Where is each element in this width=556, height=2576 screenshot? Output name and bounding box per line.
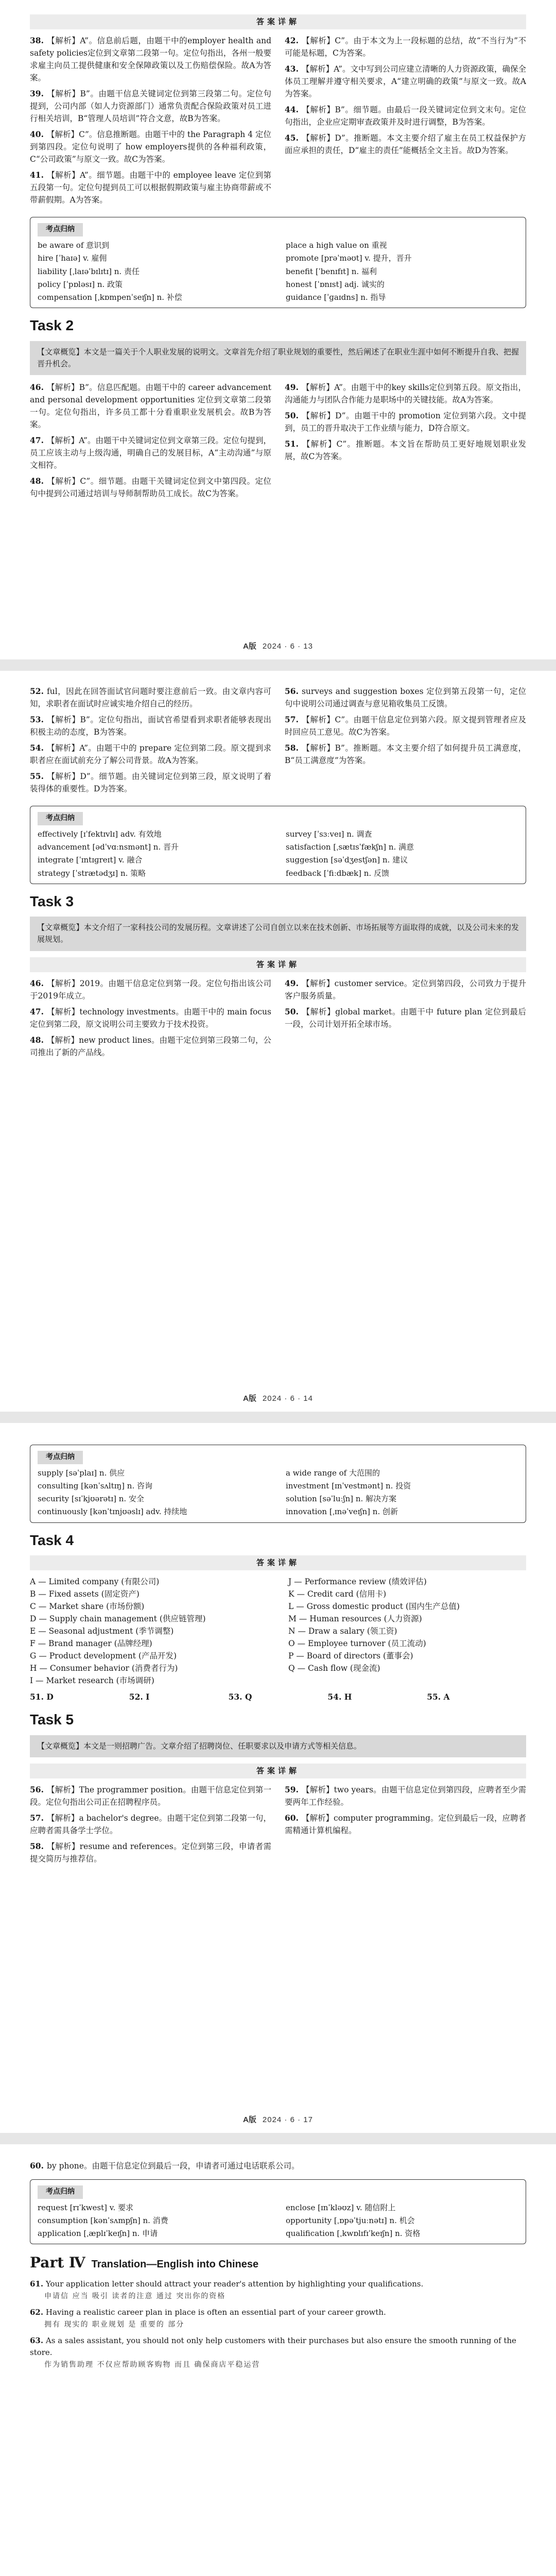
answer-item: 46. 【解析】2019。由题干信息定位到第一段。定位句指出该公司于2019年成立。: [30, 978, 271, 1001]
answer-item: 50. 【解析】global market。由题干中 future plan 定位到最后一段，公司计划开拓全球市场。: [285, 1006, 526, 1029]
answer-item: 53. 【解析】B”。定位句指出，面试官希望看到求职者能够表现出积极主动的态度，B为答案。: [30, 715, 271, 737]
vocab-item: advancement [ədˈvɑːnsmənt] n. 晋升: [38, 842, 179, 852]
option-item: A — Limited company (有限公司): [30, 1577, 160, 1587]
answer-header: 答案详解: [30, 1555, 526, 1570]
vocab-item: be aware of 意识到: [38, 241, 110, 250]
page-footer: A版 2024 · 6 · 17: [243, 2115, 313, 2124]
option-item: J — Performance review (绩效评估): [288, 1577, 427, 1587]
vocab-box: [30, 806, 526, 884]
option-item: N — Draw a salary (领工资): [288, 1626, 397, 1636]
answer-item: 60. by phone。由题干信息定位到最后一段，申请者可通过电话联系公司。: [30, 2161, 300, 2171]
vocab-item: promote [prəˈməʊt] v. 提升，晋升: [286, 253, 412, 263]
answer-item: 44. 【解析】B”。细节题。由最后一段关键词定位到文末句。定位句指出，企业应定期审查政策并及时进行调整，B为答案。: [285, 105, 526, 127]
answer-key: 51. D: [30, 1692, 54, 1702]
answer-item: 57. 【解析】a bachelor's degree。由题干定位到第二段第一句，应聘者需具备学士学位。: [30, 1813, 271, 1836]
vocab-item: investment [ɪnˈvestmənt] n. 投资: [286, 1481, 411, 1490]
page-footer: A版 2024 · 6 · 13: [243, 641, 313, 651]
answer-item: 49. 【解析】customer service。定位到第四段，公司致力于提升客户服务质量。: [285, 978, 526, 1001]
task-title: Task 2: [30, 317, 74, 334]
vocab-item: suggestion [səˈdʒestʃən] n. 建议: [286, 855, 408, 865]
answer-item: 59. 【解析】two years。由题干信息定位到第四段，应聘者至少需要两年工作经验。: [285, 1785, 526, 1807]
vocab-item: satisfaction [ˌsætɪsˈfækʃn] n. 满意: [286, 842, 414, 852]
answer-item: 43. 【解析】A”。文中写到公司应建立清晰的人力资源政策，确保全体员工理解并遵守相关要求，A“建立明确的政策”与原文一致。故A为答案。: [285, 64, 526, 99]
page-2: [0, 671, 556, 1412]
option-item: F — Brand manager (品牌经理): [30, 1639, 152, 1649]
option-item: O — Employee turnover (员工流动): [288, 1639, 426, 1649]
vocab-item: innovation [ˌɪnəˈveɪʃn] n. 创新: [286, 1507, 398, 1517]
page-gap: [0, 1412, 556, 1423]
answer-item: 58. 【解析】B”。推断题。本文主要介绍了如何提升员工满意度，B“员工满意度”为答案。: [285, 743, 526, 766]
answer-item: 48. 【解析】new product lines。由题干定位到第三段第二句，公司推出了新的产品线。: [30, 1035, 271, 1058]
vocab-box: [30, 1445, 526, 1523]
option-item: L — Gross domestic product (国内生产总值): [288, 1602, 460, 1612]
translation-item: 62. Having a realistic career plan in place is often an essential part of your career growth. 拥有 现实的 职业规划 是 重要的 部分: [30, 2307, 386, 2329]
answer-item: 49. 【解析】A”。由题干中的key skills定位到第五段。原文指出，沟通能力与团队合作能力是职场中的关键技能。故A为答案。: [285, 382, 526, 405]
option-list: [30, 1575, 526, 1687]
answer-item: 56. surveys and suggestion boxes 定位到第五段第一句，定位句中说明公司通过调查与意见箱收集员工反馈。: [285, 686, 526, 709]
answer-item: 46. 【解析】B”。信息匹配题。由题干中的 career advancement and personal development opportunities 定位到文章第二段第一句。定位句指出，许多员工都十分看重职业发展机会。故B为答案。: [30, 382, 271, 430]
option-item: G — Product development (产品开发): [30, 1651, 177, 1661]
answer-item: 55. 【解析】D”。细节题。由关键词定位到第三段，原文说明了着装得体的重要性。D为答案。: [30, 771, 271, 794]
vocab-tab: 考点归纳: [38, 2185, 83, 2199]
vocab-item: supply [səˈplaɪ] n. 供应: [38, 1468, 125, 1478]
page-footer: A版 2024 · 6 · 14: [243, 1394, 313, 1403]
vocab-item: consumption [kənˈsʌmpʃn] n. 消费: [38, 2215, 168, 2225]
vocab-item: enclose [ɪnˈkləʊz] v. 随信附上: [286, 2202, 396, 2212]
answer-header: 答案详解: [30, 14, 526, 29]
vocab-item: qualification [ˌkwɒlɪfɪˈkeɪʃn] n. 资格: [286, 2229, 421, 2239]
answer-item: 60. 【解析】computer programming。定位到最后一段，应聘者需精通计算机编程。: [285, 1813, 526, 1836]
vocab-item: feedback [ˈfiːdbæk] n. 反馈: [286, 868, 389, 878]
answer-item: 57. 【解析】C”。由题干信息定位到第六段。原文提到管理者应及时回应员工意见。故C为答案。: [285, 715, 526, 737]
vocab-tab: 考点归纳: [38, 1451, 83, 1464]
vocab-item: strategy [ˈstrætədʒɪ] n. 策略: [38, 868, 146, 878]
answer-column-right: [285, 35, 526, 210]
page-gap: [0, 659, 556, 671]
answer-item: 47. 【解析】technology investments。由题干中的 main focus 定位到第二段，原文说明公司主要致力于技术投资。: [30, 1006, 271, 1029]
answer-header: 答案详解: [30, 1764, 526, 1778]
vocab-box: [30, 217, 526, 308]
answer-item: 54. 【解析】A”。由题干中的 prepare 定位到第二段。原文提到求职者应在面试前充分了解公司背景。故A为答案。: [30, 743, 271, 766]
article-summary: 【文章概览】本文介绍了一家科技公司的发展历程。文章讲述了公司自创立以来在技术创新、市场拓展等方面取得的成就，以及公司未来的发展规划。: [30, 917, 526, 951]
answer-item: 41. 【解析】A”。细节题。由题干中的 employee leave 定位到第五段第一句。定位句提到员工可以根据假期政策与雇主协商带薪或不带薪假期。A为答案。: [30, 170, 271, 205]
vocab-tab: 考点归纳: [38, 812, 83, 825]
vocab-item: continuously [kənˈtɪnjʊəslɪ] adv. 持续地: [38, 1507, 187, 1517]
answer-key: 54. H: [327, 1692, 352, 1702]
answer-item: 40. 【解析】C”。信息推断题。由题干中的 the Paragraph 4 定位到第四段。定位句说明了 how employers提供的各种福利政策，C“公司政策”与原文一致。故C为答案。: [30, 129, 271, 164]
vocab-item: compensation [ˌkɒmpenˈseɪʃn] n. 补偿: [38, 293, 182, 302]
option-item: B — Fixed assets (固定资产): [30, 1589, 140, 1599]
answer-key: 53. Q: [228, 1692, 252, 1702]
vocab-item: opportunity [ˌɒpəˈtjuːnətɪ] n. 机会: [286, 2215, 415, 2225]
answer-item: 58. 【解析】resume and references。定位到第三段，申请者需提交简历与推荐信。: [30, 1841, 271, 1864]
answer-item: 42. 【解析】C”。由于本文为上一段标题的总结，故“不当行为”不可能是标题，C为答案。: [285, 36, 526, 58]
vocab-item: benefit [ˈbenɪfɪt] n. 福利: [286, 266, 377, 276]
answer-column-left: [30, 35, 271, 210]
part-heading: Part Ⅳ Translation—English into Chinese: [30, 2254, 259, 2272]
answer-item: 52. ful，因此在回答面试官问题时要注意前后一致。由文章内容可知，求职者在面试时应诚实地介绍自己的经历。: [30, 686, 271, 709]
answer-item: 39. 【解析】B”。由题干信息关键词定位到第三段第二句。定位句提到，公司内部（如人力资源部门）通常负责配合保险政策对员工进行相关培训，B“管理人员培训”符合文意，故B为答案。: [30, 89, 271, 124]
vocab-item: place a high value on 重视: [286, 241, 387, 250]
vocab-item: guidance [ˈɡaɪdns] n. 指导: [286, 293, 386, 302]
vocab-box: [30, 2179, 526, 2244]
answer-item: 47. 【解析】A”。由题干中关键词定位到文章第三段。定位句提到，员工应该主动与上级沟通，明确自己的发展目标，A“主动沟通”与原文相符。: [30, 435, 271, 470]
answer-item: 45. 【解析】D”。推断题。本文主要介绍了雇主在员工权益保护方面应承担的责任，D“雇主的责任”能概括全文主旨。故D为答案。: [285, 133, 526, 156]
task-title: Task 4: [30, 1532, 74, 1548]
article-summary: 【文章概览】本文是一则招聘广告。文章介绍了招聘岗位、任职要求以及申请方式等相关信息。: [30, 1735, 526, 1757]
option-item: E — Seasonal adjustment (季节调整): [30, 1626, 174, 1636]
answer-key: 52. I: [129, 1692, 150, 1702]
vocab-item: application [ˌæplɪˈkeɪʃn] n. 申请: [38, 2229, 158, 2239]
vocab-item: security [sɪˈkjʊərətɪ] n. 安全: [38, 1494, 144, 1504]
vocab-item: integrate [ˈɪntɪɡreɪt] v. 融合: [38, 855, 143, 865]
option-item: P — Board of directors (董事会): [288, 1651, 413, 1661]
option-item: K — Credit card (信用卡): [288, 1589, 387, 1599]
option-item: H — Consumer behavior (消费者行为): [30, 1664, 178, 1673]
answer-item: 50. 【解析】D”。由题干中的 promotion 定位到第六段。文中提到，员工的晋升取决于工作业绩与能力，D符合原文。: [285, 411, 526, 433]
task-title: Task 5: [30, 1711, 74, 1728]
answer-header: 答案详解: [30, 957, 526, 972]
page-4: [0, 2144, 556, 2576]
vocab-item: consulting [kənˈsʌltɪŋ] n. 咨询: [38, 1481, 152, 1490]
vocab-tab: 考点归纳: [38, 223, 83, 236]
page-1: [0, 0, 556, 659]
vocab-item: survey [ˈsɜːveɪ] n. 调查: [286, 829, 372, 839]
page-gap: [0, 2133, 556, 2144]
vocab-item: honest [ˈɒnɪst] adj. 诚实的: [286, 279, 385, 289]
option-item: M — Human resources (人力资源): [288, 1614, 422, 1624]
page-3: [0, 1423, 556, 2133]
answer-key-row: [30, 1691, 526, 1703]
vocab-item: policy [ˈpɒləsɪ] n. 政策: [38, 279, 123, 289]
vocab-item: a wide range of 大范围的: [286, 1468, 380, 1478]
option-item: Q — Cash flow (现金流): [288, 1664, 380, 1673]
vocab-item: liability [ˌlaɪəˈbɪlɪtɪ] n. 责任: [38, 266, 140, 276]
translation-item: 63. As a sales assistant, you should not only help customers with their purchases but also ensure the smooth running of the store. 作为销售助理 不仅应帮助顾客购物 而且 确保商店平稳运营: [30, 2335, 516, 2369]
vocab-item: effectively [ɪˈfektɪvlɪ] adv. 有效地: [38, 829, 162, 839]
option-item: I — Market research (市场调研): [30, 1676, 154, 1686]
vocab-item: hire [ˈhaɪə] v. 雇佣: [38, 253, 107, 263]
article-summary: 【文章概览】本文是一篇关于个人职业发展的说明文。文章首先介绍了职业规划的重要性，然后阐述了在职业生涯中如何不断提升自我、把握晋升机会。: [30, 341, 526, 376]
task-title: Task 3: [30, 893, 74, 909]
answer-item: 38. 【解析】A”。信息前后题，由题干中的employer health and safety policies定位到文章第二段第一句。定位句指出，各州一般要求雇主向员工提供健康和安全保障政策以及工伤赔偿保险。故A为答案。: [30, 36, 271, 83]
answer-item: 51. 【解析】C”。推断题。本文旨在帮助员工更好地规划职业发展，故C为答案。: [285, 439, 526, 462]
answer-key: 55. A: [427, 1692, 450, 1702]
answer-item: 56. 【解析】The programmer position。由题干信息定位到第一段。定位句指出公司正在招聘程序员。: [30, 1785, 271, 1807]
option-item: D — Supply chain management (供应链管理): [30, 1614, 206, 1624]
translation-item: 61. Your application letter should attract your reader's attention by highlighting your qualifications. 申请信 应当 吸引 读者的注意 通过 突出你的资格: [30, 2279, 424, 2301]
vocab-item: request [rɪˈkwest] v. 要求: [38, 2202, 134, 2212]
vocab-item: solution [səˈluːʃn] n. 解决方案: [286, 1494, 397, 1504]
option-item: C — Market share (市场份额): [30, 1602, 145, 1612]
answer-item: 48. 【解析】C”。细节题。由题干关键词定位到文中第四段。定位句中提到公司通过培训与导师制帮助员工成长。故C为答案。: [30, 476, 271, 499]
